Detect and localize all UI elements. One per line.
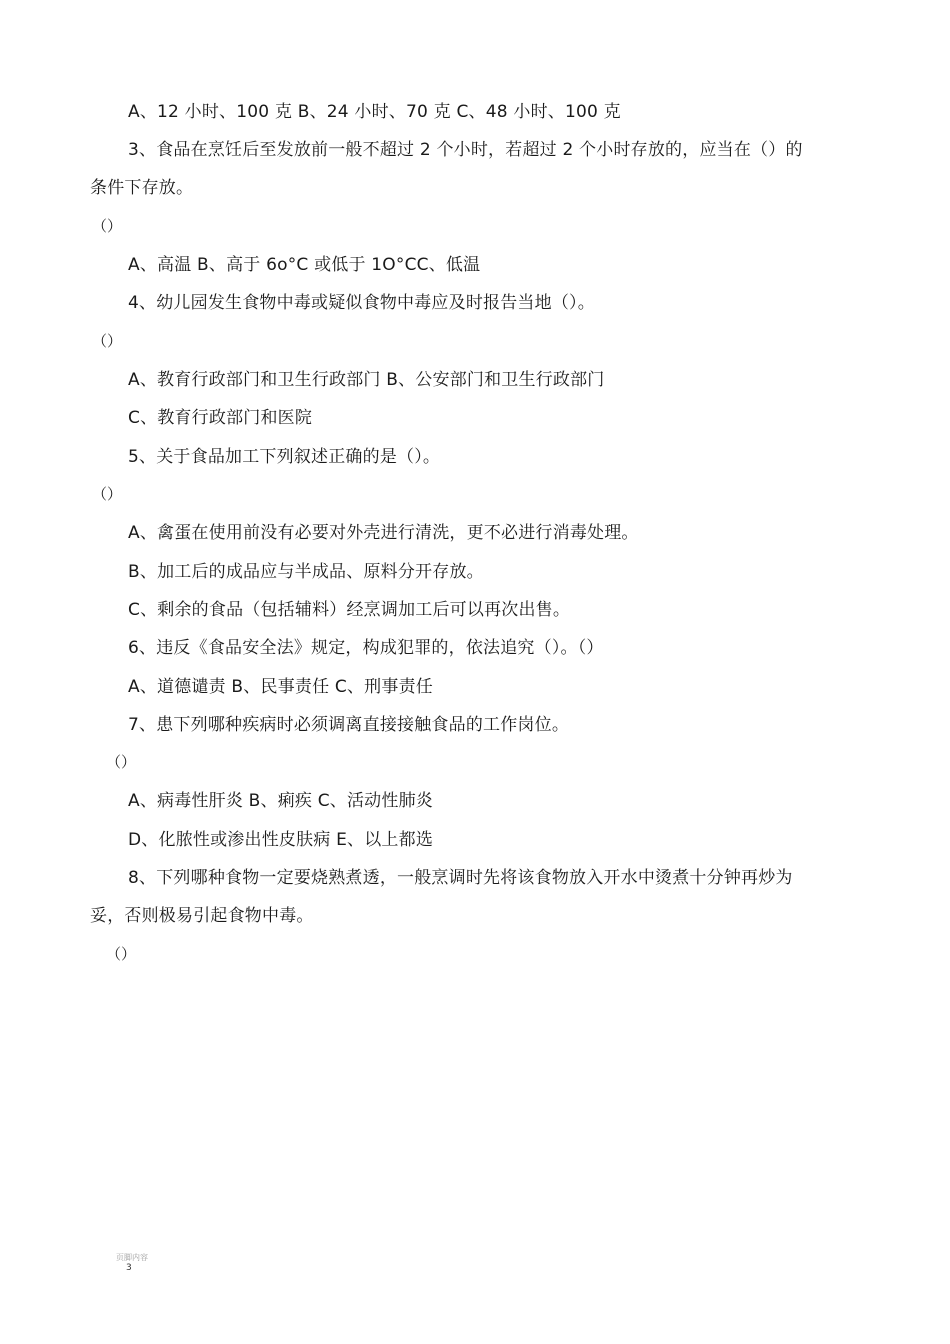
question-3-text: 3、食品在烹饪后至发放前一般不超过 2 个小时，若超过 2 个小时存放的，应当在（）的 bbox=[128, 140, 803, 160]
question-5-option-a: A、禽蛋在使用前没有必要对外壳进行清洗，更不必进行消毒处理。 bbox=[128, 523, 639, 543]
question-3-text-continued: 条件下存放。 bbox=[90, 178, 194, 198]
question-7-options-abc: A、病毒性肝炎 B、痢疾 C、活动性肺炎 bbox=[128, 791, 433, 811]
question-6-options: A、道德谴责 B、民事责任 C、刑事责任 bbox=[128, 677, 433, 697]
page-number: 3 bbox=[126, 1263, 132, 1273]
question-4-option-c: C、教育行政部门和医院 bbox=[128, 408, 313, 428]
question-4-text: 4、幼儿园发生食物中毒或疑似食物中毒应及时报告当地（）。 bbox=[128, 293, 595, 313]
question-4-answer-blank: （） bbox=[92, 332, 123, 350]
question-4-options-ab: A、教育行政部门和卫生行政部门 B、公安部门和卫生行政部门 bbox=[128, 370, 605, 390]
question-5-text: 5、关于食品加工下列叙述正确的是（）。 bbox=[128, 447, 441, 467]
page-footer bbox=[116, 1252, 156, 1273]
question-6-text: 6、违反《食品安全法》规定，构成犯罪的，依法追究（）。（） bbox=[128, 638, 604, 658]
question-3-options: A、高温 B、高于 6o°C 或低于 1O°CC、低温 bbox=[128, 255, 481, 275]
question-5-answer-blank: （） bbox=[92, 485, 123, 503]
question-5-option-c: C、剩余的食品（包括辅料）经烹调加工后可以再次出售。 bbox=[128, 600, 571, 620]
question-8-answer-blank: （） bbox=[106, 945, 137, 963]
question-7-options-de: D、化脓性或渗出性皮肤病 E、以上都选 bbox=[128, 830, 434, 850]
question-5-option-b: B、加工后的成品应与半成品、原料分开存放。 bbox=[128, 562, 484, 582]
question-3-answer-blank: （） bbox=[92, 217, 123, 235]
question-7-answer-blank: （） bbox=[106, 753, 137, 771]
question-8-text: 8、下列哪种食物一定要烧熟煮透，一般烹调时先将该食物放入开水中烫煮十分钟再炒为 bbox=[128, 868, 793, 888]
question-8-text-continued: 妥，否则极易引起食物中毒。 bbox=[90, 906, 314, 926]
footer-label: 页脚内容 bbox=[116, 1253, 148, 1262]
question-7-text: 7、患下列哪种疾病时必须调离直接接触食品的工作岗位。 bbox=[128, 715, 570, 735]
question-2-options: A、12 小时、100 克 B、24 小时、70 克 C、48 小时、100 克 bbox=[128, 102, 621, 122]
